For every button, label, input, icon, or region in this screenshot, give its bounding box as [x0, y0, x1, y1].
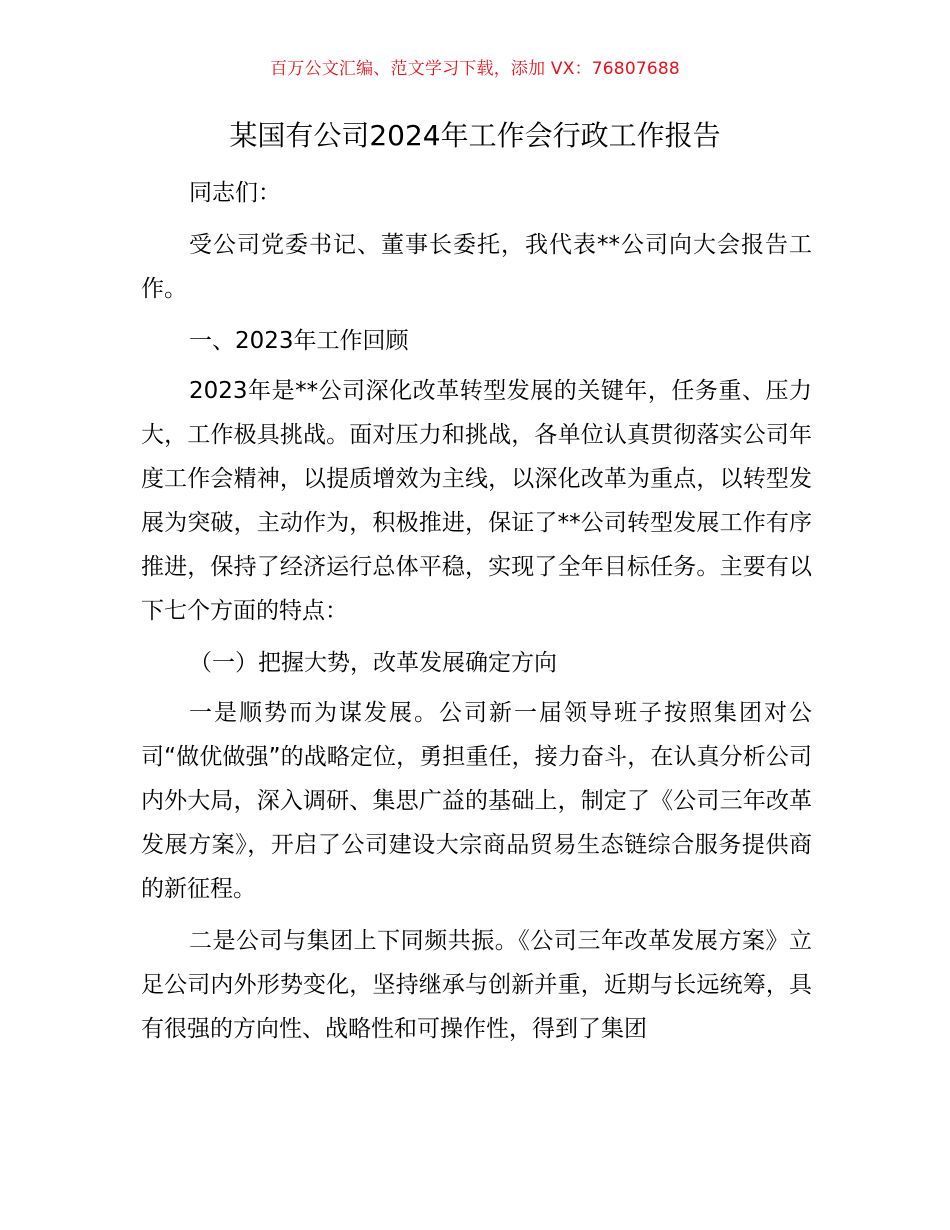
- subsection-heading-1: （一）把握大势，改革发展确定方向: [189, 650, 557, 676]
- header-banner: 百万公文汇编、范文学习下载，添加 VX：76807688: [270, 59, 680, 79]
- paragraph-intro: 受公司党委书记、董事长委托，我代表**公司向大会报告工作。: [141, 232, 812, 302]
- section-heading-review: 一、2023年工作回顾: [189, 328, 409, 354]
- document-title: 某国有公司2024年工作会行政工作报告: [229, 119, 721, 152]
- document-body: [141, 171, 812, 1059]
- salutation: 同志们：: [189, 180, 281, 206]
- paragraph-review-summary: 2023年是**公司深化改革转型发展的关键年，任务重、压力大，工作极具挑战。面对压力和挑战，各单位认真贯彻落实公司年度工作会精神，以提质增效为主线，以深化改革为重点，以转型发展为突破，主动作为，积极推进，保证了**公司转型发展工作有序推进，保持了经济运行总体平稳，实现了全年目标任务。主要有以下七个方面的特点：: [141, 378, 812, 624]
- paragraph-point-1: 一是顺势而为谋发展。公司新一届领导班子按照集团对公司“做优做强”的战略定位，勇担重任，接力奋斗，在认真分析公司内外大局，深入调研、集思广益的基础上，制定了《公司三年改革发展方案》，开启了公司建设大宗商品贸易生态链综合服务提供商的新征程。: [141, 700, 812, 902]
- paragraph-point-2: 二是公司与集团上下同频共振。《公司三年改革发展方案》立足公司内外形势变化，坚持继承与创新并重，近期与长远统筹，具有很强的方向性、战略性和可操作性，得到了集团: [141, 928, 812, 1042]
